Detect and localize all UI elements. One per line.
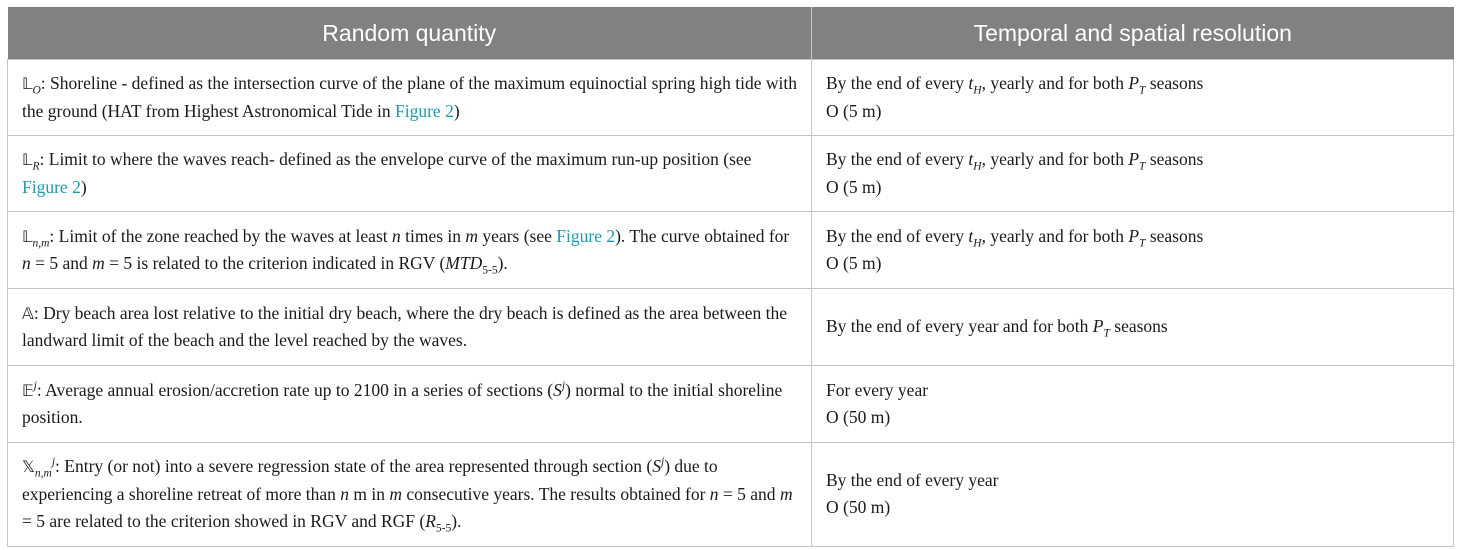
symbol-superscript: j bbox=[33, 379, 37, 392]
cell-text: By the end of every bbox=[826, 225, 969, 246]
var-m: m bbox=[92, 253, 105, 273]
cell-text: = 5 and bbox=[718, 483, 780, 504]
resolution-line: O (5 m) bbox=[826, 100, 882, 121]
header-resolution: Temporal and spatial resolution bbox=[812, 7, 1454, 60]
cell-text: : Shoreline - defined as the intersection curve of the plane of the maximum equinoctial spring high tide with the ground (HAT from Highest Astronomical Tide in bbox=[22, 73, 797, 121]
var-n: n bbox=[340, 483, 350, 504]
t-var: t bbox=[968, 73, 974, 93]
cell-text: : Limit to where the waves reach- defined as the envelope curve of the maximum run-up position (see bbox=[39, 149, 752, 169]
p-var: P bbox=[1128, 149, 1140, 169]
resolution-cell bbox=[812, 289, 1454, 366]
table-row bbox=[8, 366, 1454, 443]
cell-text: times in bbox=[400, 225, 466, 246]
resolution-cell bbox=[812, 443, 1454, 547]
cell-text: ) due to experiencing a shoreline retreat of more than bbox=[22, 456, 718, 504]
cell-text: = 5 are related to the criterion showed in RGV and RGF ( bbox=[22, 511, 426, 531]
p-var: P bbox=[1128, 73, 1140, 93]
resolution-cell bbox=[812, 212, 1454, 289]
cell-text: , yearly and for both bbox=[981, 149, 1129, 169]
cell-text: seasons bbox=[1145, 149, 1204, 169]
cell-text: consecutive years. The results obtained for bbox=[402, 483, 710, 504]
symbol-subscript: n,m bbox=[34, 467, 52, 480]
random-quantity-cell bbox=[8, 136, 812, 212]
resolution-cell bbox=[812, 60, 1454, 136]
cell-text: , yearly and for both bbox=[981, 225, 1129, 246]
p-var: P bbox=[1092, 316, 1104, 337]
p-subscript: T bbox=[1139, 160, 1146, 173]
symbol: 𝕃 bbox=[22, 226, 33, 246]
section-var: S bbox=[652, 456, 661, 476]
data-table bbox=[7, 7, 1454, 547]
symbol: 𝔼 bbox=[22, 380, 34, 400]
p-var: P bbox=[1128, 225, 1140, 246]
cell-text: , yearly and for both bbox=[981, 73, 1129, 93]
cell-text: ). The curve obtained for bbox=[615, 225, 790, 246]
table-row bbox=[8, 443, 1454, 547]
table-row bbox=[8, 212, 1454, 289]
mtd-var: MTD bbox=[445, 253, 483, 273]
figure-link[interactable]: Figure 2 bbox=[395, 100, 454, 121]
cell-text: : Dry beach area lost relative to the initial dry beach, where the dry beach is defined as the area between the landward limit of the beach and the level reached by the waves. bbox=[22, 302, 787, 350]
random-quantity-cell bbox=[8, 60, 812, 136]
random-quantity-cell bbox=[8, 443, 812, 547]
section-superscript: j bbox=[661, 456, 665, 469]
p-subscript: T bbox=[1139, 84, 1146, 97]
resolution-line: O (50 m) bbox=[826, 407, 891, 427]
t-var: t bbox=[968, 149, 974, 169]
t-var: t bbox=[968, 225, 974, 246]
resolution-line: O (5 m) bbox=[826, 253, 882, 273]
cell-text: = 5 and bbox=[30, 253, 93, 273]
t-subscript: H bbox=[973, 237, 982, 249]
cell-text: m in bbox=[349, 483, 390, 504]
table-row bbox=[8, 60, 1454, 136]
cell-text: seasons bbox=[1145, 73, 1204, 93]
table-row bbox=[8, 136, 1454, 212]
cell-text: By the end of every year and for both bbox=[826, 316, 1093, 337]
cell-text: By the end of every bbox=[826, 149, 969, 169]
cell-text: : Entry (or not) into a severe regression state of the area represented through section ( bbox=[55, 456, 653, 476]
figure-link[interactable]: Figure 2 bbox=[22, 176, 81, 197]
cell-text: seasons bbox=[1109, 316, 1168, 337]
symbol-subscript: n,m bbox=[32, 237, 50, 249]
resolution-cell bbox=[812, 366, 1454, 443]
cell-text: ) bbox=[453, 100, 460, 121]
var-n: n bbox=[392, 225, 401, 246]
resolution-line: By the end of every year bbox=[826, 469, 999, 490]
var-n: n bbox=[22, 253, 31, 273]
mtd-subscript: 5-5 bbox=[482, 264, 498, 277]
header-random-quantity: Random quantity bbox=[8, 7, 812, 60]
resolution-cell bbox=[812, 136, 1454, 212]
symbol-superscript: j bbox=[51, 456, 56, 469]
symbol-subscript: R bbox=[32, 160, 40, 173]
cell-text: years (see bbox=[478, 225, 557, 246]
var-m: m bbox=[465, 225, 479, 246]
cell-text: = 5 is related to the criterion indicated in RGV ( bbox=[104, 253, 446, 273]
random-quantity-cell bbox=[8, 366, 812, 443]
random-quantity-cell bbox=[8, 289, 812, 366]
symbol: 𝕏 bbox=[22, 457, 35, 476]
cell-text: ) normal to the initial shoreline position. bbox=[22, 379, 783, 427]
section-superscript: j bbox=[561, 379, 566, 392]
t-subscript: H bbox=[973, 160, 982, 173]
symbol: 𝕃 bbox=[22, 150, 33, 169]
symbol-subscript: O bbox=[32, 84, 41, 97]
cell-text: ) bbox=[80, 176, 87, 197]
figure-link[interactable]: Figure 2 bbox=[556, 225, 616, 246]
resolution-line: For every year bbox=[826, 379, 929, 400]
cell-text: : Average annual erosion/accretion rate up to 2100 in a series of sections ( bbox=[36, 379, 554, 400]
cell-text: By the end of every bbox=[826, 73, 969, 93]
cell-text: ). bbox=[497, 253, 508, 273]
cell-text: ). bbox=[451, 511, 462, 531]
symbol: 𝔸 bbox=[22, 303, 34, 323]
var-m: m bbox=[779, 483, 793, 504]
header-row bbox=[8, 7, 1454, 60]
cell-text: : Limit of the zone reached by the waves at least bbox=[49, 225, 392, 246]
random-quantity-cell bbox=[8, 212, 812, 289]
symbol: 𝕃 bbox=[22, 74, 33, 93]
p-subscript: T bbox=[1103, 327, 1110, 340]
cell-text: seasons bbox=[1145, 225, 1204, 246]
t-subscript: H bbox=[973, 84, 982, 97]
section-var: S bbox=[553, 379, 562, 400]
table-row bbox=[8, 289, 1454, 366]
r-subscript: 5-5 bbox=[435, 522, 452, 535]
resolution-line: O (5 m) bbox=[826, 176, 882, 197]
p-subscript: T bbox=[1139, 237, 1146, 249]
var-m: m bbox=[389, 483, 403, 504]
r-var: R bbox=[425, 511, 436, 531]
resolution-line: O (50 m) bbox=[826, 497, 891, 518]
var-n: n bbox=[709, 483, 719, 504]
